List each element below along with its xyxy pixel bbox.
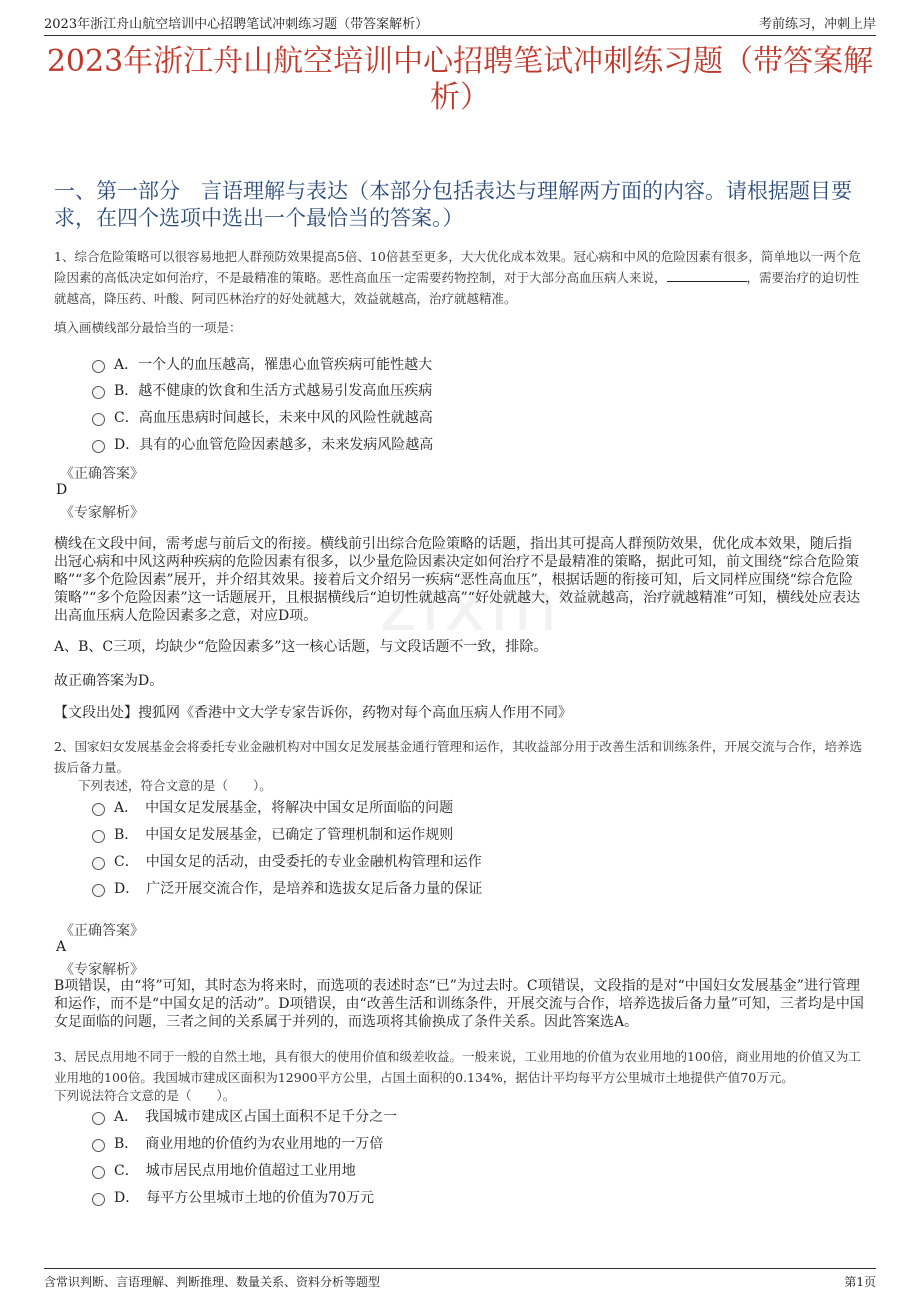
radio-icon[interactable] [92,440,105,453]
fill-blank [667,269,747,282]
page-footer [44,1268,876,1290]
radio-icon[interactable] [92,1166,105,1179]
footer-topics: 含常识判断、言语理解、判断推理、数量关系、资料分析等题型 [44,1275,381,1289]
radio-icon[interactable] [92,857,105,870]
q2-analysis-label: 《专家解析》 [60,962,144,978]
option-label: B． 商业用地的价值约为农业用地的一万倍 [114,1136,384,1152]
analysis-paragraph: A、B、C三项，均缺少“危险因素多”这一核心话题，与文段话题不一致，排除。 [54,639,548,655]
header-slogan: 考前练习，冲刺上岸 [758,17,876,32]
q1-option-d[interactable] [92,434,433,454]
question-2-stem: 2、国家妇女发展基金会将委托专业金融机构对中国女足发展基金通行管理和运作，其收益部分用于改善生活和训练条件，开展交流与合作，培养选拔后备力量。 [54,739,862,775]
option-label: A． 中国女足发展基金，将解决中国女足所面临的问题 [114,800,454,816]
q2-answer: A [56,939,67,955]
q2-prompt: 下列表述，符合文意的是（ ）。 [78,778,272,793]
page-number: 第1页 [844,1275,876,1289]
q3-option-c[interactable] [92,1160,356,1180]
q1-option-b[interactable] [92,380,432,400]
section-heading: 一、第一部分 言语理解与表达（本部分包括表达与理解两方面的内容。请根据题目要求，在四个选项中选出一个最恰当的答案。） [54,179,852,230]
option-label: C． 中国女足的活动，由受委托的专业金融机构管理和运作 [114,854,482,870]
radio-icon[interactable] [92,1112,105,1125]
q1-option-c[interactable] [92,407,433,427]
radio-icon[interactable] [92,803,105,816]
option-label: D． 每平方公里城市土地的价值为70万元 [114,1190,375,1206]
option-label: D．具有的心血管危险因素越多，未来发病风险越高 [114,437,434,453]
analysis-paragraph: 故正确答案为D。 [54,673,164,689]
option-label: A．一个人的血压越高，罹患心血管疾病可能性越大 [114,357,433,373]
option-label: B．越不健康的饮食和生活方式越易引发高血压疾病 [114,383,433,399]
source-citation: 【文段出处】搜狐网《香港中文大学专家告诉你，药物对每个高血压病人作用不同》 [54,705,572,721]
radio-icon[interactable] [92,884,105,897]
q1-option-a[interactable] [92,354,432,374]
q1-analysis-label: 《专家解析》 [60,505,144,521]
option-label: A． 我国城市建成区占国土面积不足千分之一 [114,1109,398,1125]
q2-option-c[interactable] [92,851,482,871]
q1-answer-label: 《正确答案》 [60,466,144,482]
analysis-paragraph: 横线在文段中间，需考虑与前后文的衔接。横线前引出综合危险策略的话题，指出其可提高人群预防效果，优化成本效果，随后指出冠心病和中风这两种疾病的危险因素有很多，以少量危险因素决定如何治疗不是最精准的策略，据此可知，前文围绕“综合危险策略”“多个危险因素”展开，并介绍其效果。接着后文介绍另一疾病“恶性高血压”，根据话题的衔接可知，后文同样应围绕“综合危险策略”“多个危险因素”这一话题展开，且根据横线后“迫切性就越高”“好处就越大，效益就越高，治疗就越精准”可知，横线处应表达出高血压病人危险因素多之意，对应D项。 [54,536,861,624]
radio-icon[interactable] [92,1193,105,1206]
q1-text-before: 1、综合危险策略可以很容易地把人群预防效果提高5倍、10倍甚至更多，大大优化成本效果。冠心病和中风的危险因素有很多，简单地以一两个危险因素的高低决定如何治疗，不是最精准的策略。恶性高血压一定需要药物控制，对于大部分高血压病人来说， [54,249,861,285]
option-label: C． 城市居民点用地价值超过工业用地 [114,1163,356,1179]
option-label: C．高血压患病时间越长，未来中风的风险性就越高 [114,410,433,426]
q2-option-d[interactable] [92,878,482,898]
header-doc-title: 2023年浙江舟山航空培训中心招聘笔试冲刺练习题（带答案解析） [44,17,429,32]
q1-text-after: ，需要治疗的迫切性就越高，降压药、叶酸、阿司匹林治疗的好处就越大，效益就越高，治疗就越精准。 [54,270,860,306]
q2-answer-label: 《正确答案》 [60,923,144,939]
q3-option-a[interactable] [92,1106,397,1126]
question-3-stem: 3、居民点用地不同于一般的自然土地，具有很大的使用价值和级差收益。一般来说，工业用地的价值为农业用地的100倍，商业用地的价值又为工业用地的100倍。我国城市建成区面积为12900平方公里，占国土面积的0.134%，据估计平均每平方公里城市土地提供产值70万元。 [54,1049,861,1085]
radio-icon[interactable] [92,360,105,373]
q3-option-b[interactable] [92,1133,383,1153]
radio-icon[interactable] [92,386,105,399]
option-label: B． 中国女足发展基金，已确定了管理机制和运作规则 [114,827,454,843]
q1-prompt: 填入画横线部分最恰当的一项是： [54,320,242,335]
radio-icon[interactable] [92,1139,105,1152]
q2-analysis: B项错误，由“将”可知，其时态为将来时，而选项的表述时态“已”为过去时。C项错误，文段指的是对“中国妇女发展基金”进行管理和运作，而不是“中国女足的活动”。D项错误，由“改善生活和训练条件，开展交流与合作，培养选拔后备力量”可知，三者均是中国女足面临的问题，三者之间的关系属于并列的，而选项将其偷换成了条件关系。因此答案选A。 [54,978,864,1030]
q3-prompt: 下列说法符合文意的是（ ）。 [54,1088,236,1103]
question-1-stem [54,246,864,309]
option-label: D． 广泛开展交流合作，是培养和选拔女足后备力量的保证 [114,881,483,897]
q1-analysis [54,535,864,625]
watermark: zixin [380,565,562,647]
radio-icon[interactable] [92,413,105,426]
q1-answer: D [56,482,68,498]
q3-option-d[interactable] [92,1187,374,1207]
document-title: 2023年浙江舟山航空培训中心招聘笔试冲刺练习题（带答案解析） [46,44,874,115]
q2-option-b[interactable] [92,824,453,844]
page-header [44,10,876,36]
q2-option-a[interactable] [92,797,453,817]
radio-icon[interactable] [92,830,105,843]
